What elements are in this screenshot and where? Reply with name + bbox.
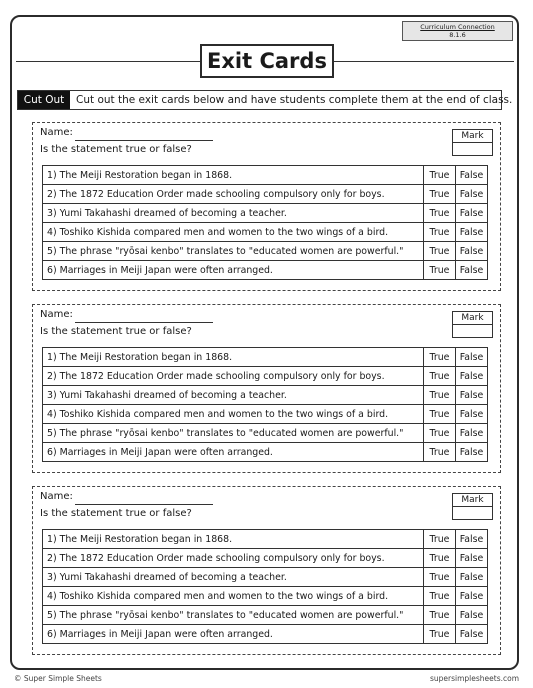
false-option[interactable]: False	[456, 204, 488, 223]
question-text: 4) Toshiko Kishida compared men and women to the two wings of a bird.	[43, 405, 424, 424]
true-option[interactable]: True	[424, 443, 456, 462]
question-text: 2) The 1872 Education Order made schooling compulsory only for boys.	[43, 185, 424, 204]
true-option[interactable]: True	[424, 549, 456, 568]
false-option[interactable]: False	[456, 625, 488, 644]
question-row	[43, 405, 488, 424]
question-prompt: Is the statement true or false?	[40, 508, 192, 519]
true-option[interactable]: True	[424, 606, 456, 625]
question-row	[43, 166, 488, 185]
question-table	[42, 529, 488, 644]
name-field[interactable]	[75, 140, 213, 141]
question-row	[43, 549, 488, 568]
question-text: 4) Toshiko Kishida compared men and women to the two wings of a bird.	[43, 223, 424, 242]
false-option[interactable]: False	[456, 386, 488, 405]
footer-website: supersimplesheets.com	[429, 674, 519, 683]
false-option[interactable]: False	[456, 549, 488, 568]
false-option[interactable]: False	[456, 530, 488, 549]
question-prompt: Is the statement true or false?	[40, 326, 192, 337]
false-option[interactable]: False	[456, 587, 488, 606]
name-label: Name:	[40, 309, 73, 320]
true-option[interactable]: True	[424, 242, 456, 261]
question-row	[43, 242, 488, 261]
true-option[interactable]: True	[424, 204, 456, 223]
false-option[interactable]: False	[456, 348, 488, 367]
question-row	[43, 568, 488, 587]
false-option[interactable]: False	[456, 405, 488, 424]
question-row	[43, 587, 488, 606]
name-field[interactable]	[75, 322, 213, 323]
false-option[interactable]: False	[456, 367, 488, 386]
question-text: 2) The 1872 Education Order made schooling compulsory only for boys.	[43, 549, 424, 568]
false-option[interactable]: False	[456, 424, 488, 443]
mark-label: Mark	[453, 312, 492, 325]
true-option[interactable]: True	[424, 424, 456, 443]
name-label: Name:	[40, 127, 73, 138]
question-row	[43, 367, 488, 386]
question-table	[42, 165, 488, 280]
mark-label: Mark	[453, 130, 492, 143]
false-option[interactable]: False	[456, 242, 488, 261]
question-text: 1) The Meiji Restoration began in 1868.	[43, 166, 424, 185]
question-row	[43, 348, 488, 367]
false-option[interactable]: False	[456, 261, 488, 280]
false-option[interactable]: False	[456, 606, 488, 625]
question-text: 1) The Meiji Restoration began in 1868.	[43, 530, 424, 549]
question-text: 6) Marriages in Meiji Japan were often arranged.	[43, 625, 424, 644]
mark-label: Mark	[453, 494, 492, 507]
true-option[interactable]: True	[424, 530, 456, 549]
question-prompt: Is the statement true or false?	[40, 144, 192, 155]
instruction-text: Cut out the exit cards below and have students complete them at the end of class.	[76, 94, 513, 106]
instruction-tag: Cut Out	[18, 91, 70, 109]
true-option[interactable]: True	[424, 261, 456, 280]
true-option[interactable]: True	[424, 625, 456, 644]
true-option[interactable]: True	[424, 367, 456, 386]
question-row	[43, 530, 488, 549]
true-option[interactable]: True	[424, 587, 456, 606]
true-option[interactable]: True	[424, 223, 456, 242]
question-text: 5) The phrase "ryōsai kenbo" translates to "educated women are powerful."	[43, 606, 424, 625]
footer-copyright: © Super Simple Sheets	[14, 674, 102, 683]
curriculum-code: 8.1.6	[449, 31, 466, 39]
question-row	[43, 185, 488, 204]
question-text: 6) Marriages in Meiji Japan were often arranged.	[43, 443, 424, 462]
true-option[interactable]: True	[424, 568, 456, 587]
question-text: 3) Yumi Takahashi dreamed of becoming a teacher.	[43, 568, 424, 587]
true-option[interactable]: True	[424, 185, 456, 204]
question-text: 2) The 1872 Education Order made schooling compulsory only for boys.	[43, 367, 424, 386]
true-option[interactable]: True	[424, 386, 456, 405]
question-row	[43, 606, 488, 625]
question-text: 5) The phrase "ryōsai kenbo" translates to "educated women are powerful."	[43, 242, 424, 261]
question-text: 3) Yumi Takahashi dreamed of becoming a teacher.	[43, 386, 424, 405]
question-row	[43, 443, 488, 462]
question-text: 3) Yumi Takahashi dreamed of becoming a teacher.	[43, 204, 424, 223]
mark-box[interactable]	[452, 129, 493, 156]
true-option[interactable]: True	[424, 348, 456, 367]
question-row	[43, 261, 488, 280]
name-label: Name:	[40, 491, 73, 502]
true-option[interactable]: True	[424, 405, 456, 424]
question-text: 6) Marriages in Meiji Japan were often arranged.	[43, 261, 424, 280]
mark-box[interactable]	[452, 493, 493, 520]
question-row	[43, 223, 488, 242]
true-option[interactable]: True	[424, 166, 456, 185]
question-text: 1) The Meiji Restoration began in 1868.	[43, 348, 424, 367]
curriculum-connection-box	[402, 21, 513, 41]
question-row	[43, 424, 488, 443]
exit-card	[32, 304, 501, 473]
question-text: 4) Toshiko Kishida compared men and women to the two wings of a bird.	[43, 587, 424, 606]
instruction-bar	[17, 90, 513, 110]
question-row	[43, 625, 488, 644]
false-option[interactable]: False	[456, 223, 488, 242]
false-option[interactable]: False	[456, 443, 488, 462]
mark-box[interactable]	[452, 311, 493, 338]
page-title: Exit Cards	[200, 44, 334, 78]
false-option[interactable]: False	[456, 185, 488, 204]
false-option[interactable]: False	[456, 166, 488, 185]
exit-card	[32, 122, 501, 291]
curriculum-connection-title: Curriculum Connection	[420, 23, 495, 31]
name-field[interactable]	[75, 504, 213, 505]
false-option[interactable]: False	[456, 568, 488, 587]
exit-card	[32, 486, 501, 655]
question-table	[42, 347, 488, 462]
question-row	[43, 204, 488, 223]
question-text: 5) The phrase "ryōsai kenbo" translates to "educated women are powerful."	[43, 424, 424, 443]
question-row	[43, 386, 488, 405]
